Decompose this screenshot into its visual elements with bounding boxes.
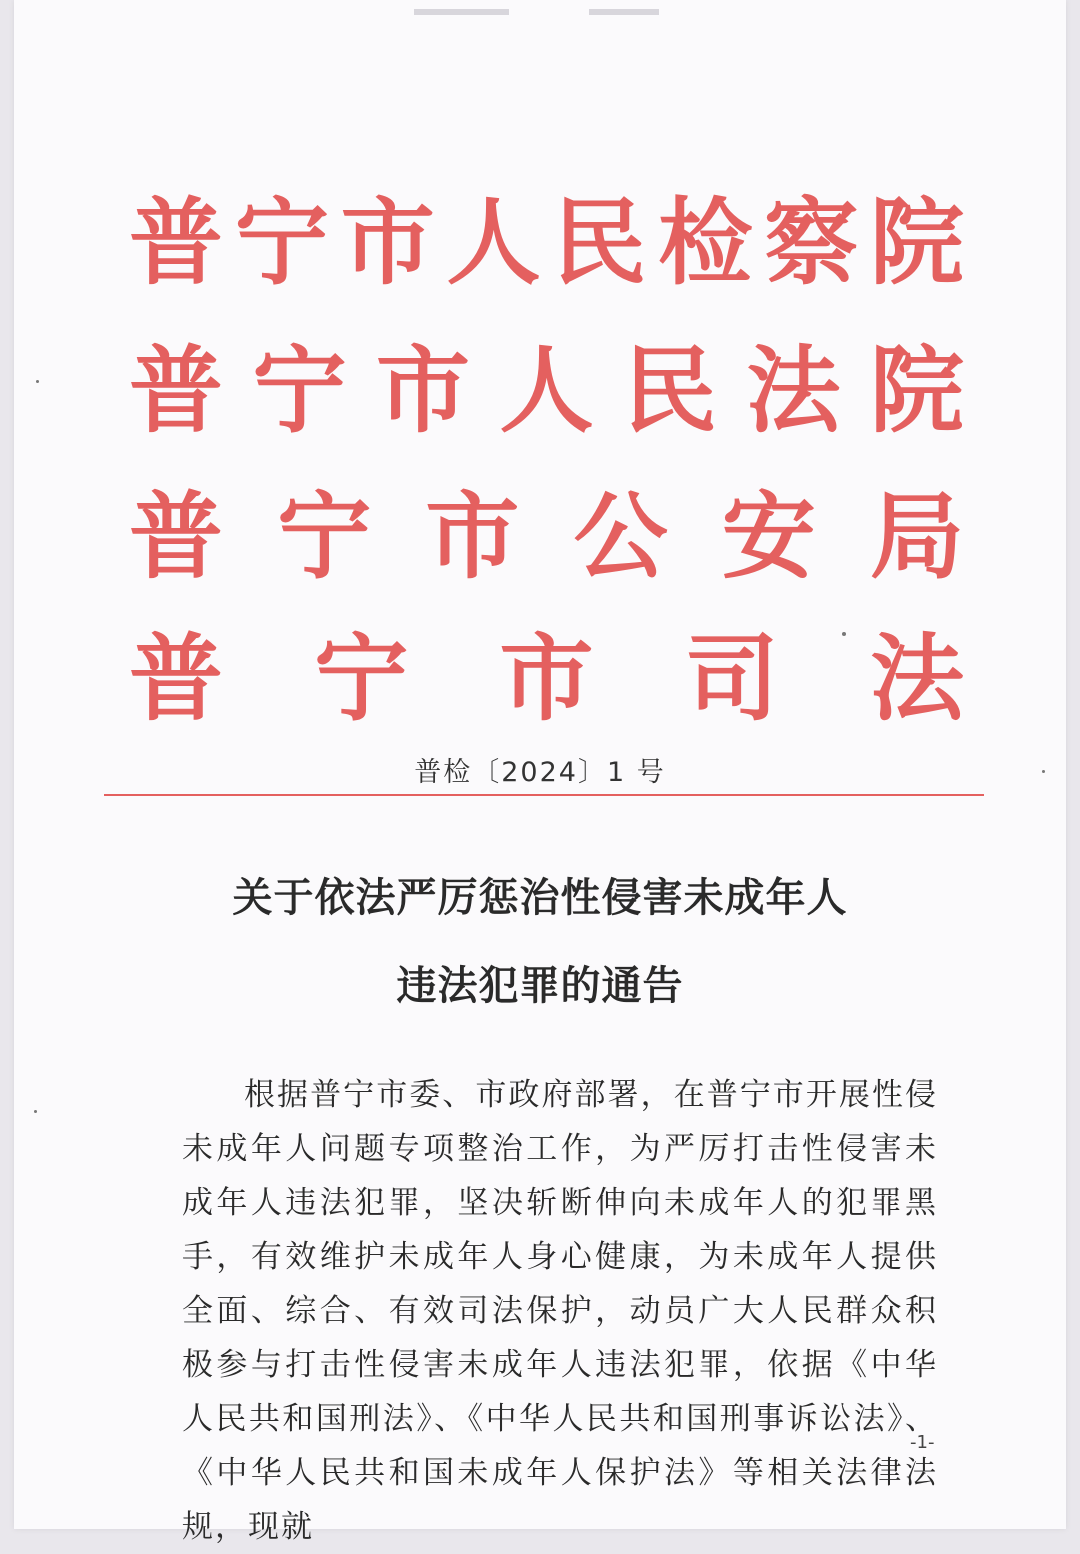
agency-char: 民 <box>622 336 717 446</box>
agency-char: 宁 <box>234 188 329 298</box>
agency-char: 宁 <box>252 336 347 446</box>
agency-char: 普 <box>129 624 224 734</box>
scan-marks <box>414 0 739 8</box>
agency-char: 普 <box>129 188 224 298</box>
agency-char: 宁 <box>277 482 372 592</box>
agency-header-procuratorate <box>129 188 964 298</box>
agency-char: 检 <box>658 188 753 298</box>
notice-title-line-2: 违法犯罪的通告 <box>396 962 684 1009</box>
agency-char: 普 <box>129 482 224 592</box>
agency-header-court <box>129 336 964 446</box>
agency-char: 局 <box>869 482 964 592</box>
notice-title-line-1: 关于依法严厉惩治性侵害未成年人 <box>232 874 848 921</box>
agency-char: 察 <box>764 188 859 298</box>
agency-header-justice-bureau <box>129 624 964 734</box>
agency-char: 市 <box>340 188 435 298</box>
agency-char: 宁 <box>314 624 409 734</box>
agency-char: 普 <box>129 336 224 446</box>
agency-char: 院 <box>869 336 964 446</box>
agency-char: 公 <box>573 482 668 592</box>
scan-speck <box>34 1110 37 1113</box>
agency-header-public-security <box>129 482 964 592</box>
agency-char: 司 <box>684 624 779 734</box>
agency-char: 市 <box>375 336 470 446</box>
page-number: -1- <box>910 1432 935 1453</box>
document-number: 普检〔2024〕1 号 <box>414 757 666 788</box>
agency-char: 市 <box>425 482 520 592</box>
agency-char: 院 <box>869 188 964 298</box>
document-page <box>14 0 1066 1545</box>
scan-speck <box>36 380 39 383</box>
agency-char: 人 <box>499 336 594 446</box>
agency-char: 法 <box>746 336 841 446</box>
scan-speck <box>842 632 846 636</box>
scan-speck <box>1042 770 1045 773</box>
body-paragraph: 根据普宁市委、市政府部署，在普宁市开展性侵未成年人问题专项整治工作，为严厉打击性侵害未成年人违法犯罪，坚决斩断伸向未成年人的犯罪黑手，有效维护未成年人身心健康，为未成年人提供全面、综合、有效司法保护，动员广大人民群众积极参与打击性侵害未成年人违法犯罪，依据《中华人民共和国刑法》、《中华人民共和国刑事诉讼法》、《中华人民共和国未成年人保护法》等相关法律法规，现就 <box>182 1077 938 1545</box>
agency-char: 法 <box>869 624 964 734</box>
agency-char: 市 <box>499 624 594 734</box>
agency-char: 安 <box>721 482 816 592</box>
red-divider <box>104 794 984 796</box>
agency-char: 民 <box>552 188 647 298</box>
agency-char: 人 <box>446 188 541 298</box>
